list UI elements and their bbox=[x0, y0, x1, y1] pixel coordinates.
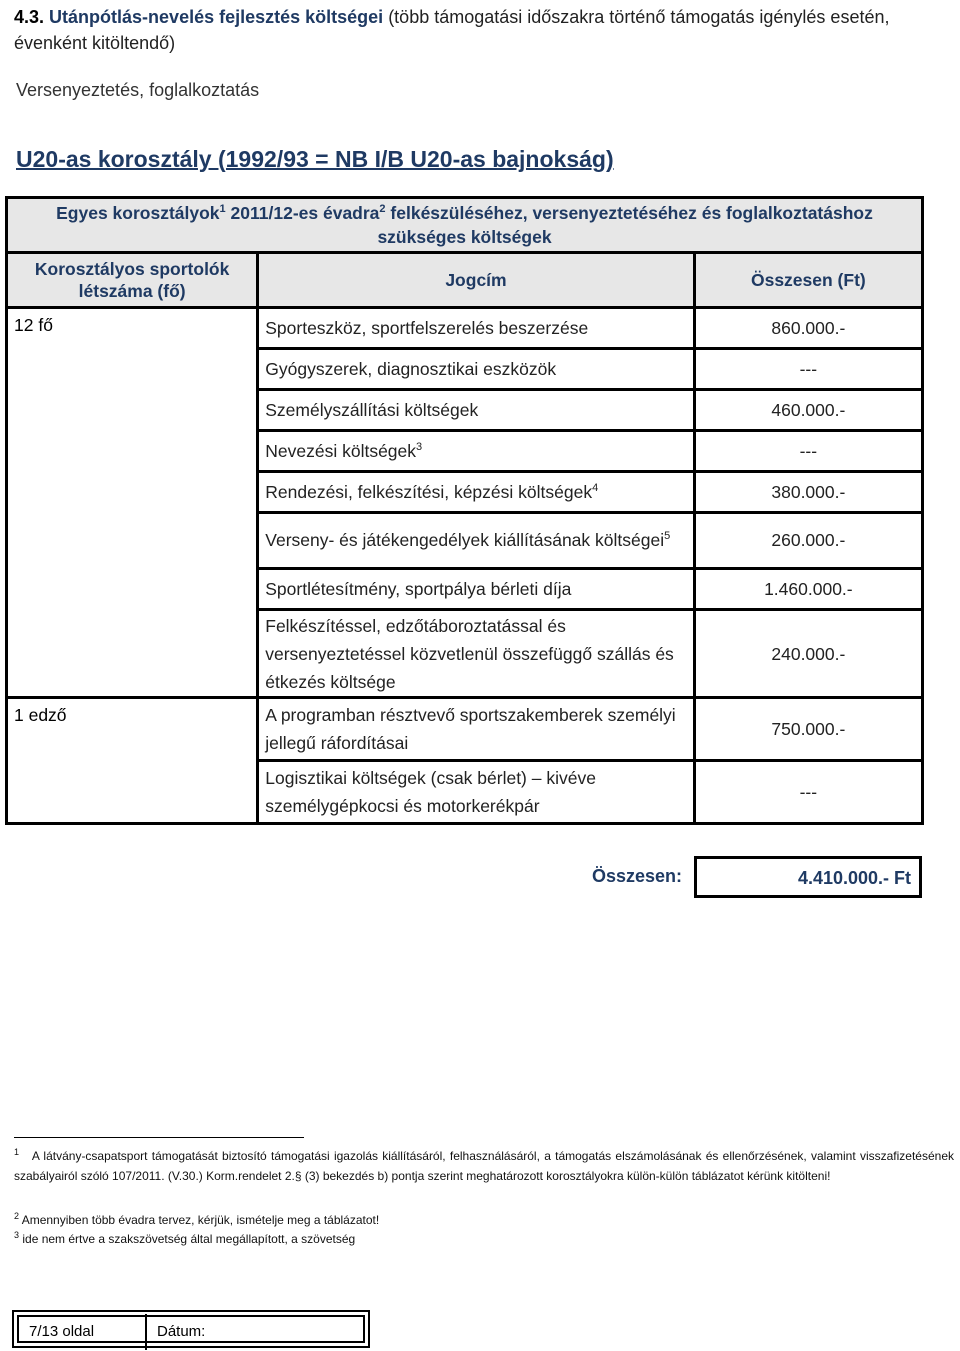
footnote-2: $^2$ Amennyiben több évadra tervez, kérjük, ismételje meg a táblázatot! bbox=[14, 1211, 380, 1227]
row-amount: 750.000.- bbox=[694, 698, 922, 761]
row-label: Sporteszköz, sportfelszerelés beszerzése bbox=[258, 308, 694, 349]
total-value: 4.410.000.- Ft bbox=[797, 868, 911, 888]
section-heading bbox=[14, 4, 954, 56]
row-amount: 1.460.000.- bbox=[694, 569, 922, 610]
row-label: Személyszállítási költségek bbox=[258, 390, 694, 431]
row-label: A programban résztvevő sportszakemberek személyi jellegű ráfordításai bbox=[258, 698, 694, 761]
row-amount: --- bbox=[694, 349, 922, 390]
group-athletes: 12 fő bbox=[7, 308, 258, 698]
row-label: Felkészítéssel, edzőtáboroztatással és versenyeztetéssel közvetlenül összefüggő szállás és étkezés költsége bbox=[258, 610, 694, 698]
table-row bbox=[7, 308, 923, 349]
footnote-1: $^1$ A látvány-csapatsport támogatását biztosító támogatási igazolás kiállításáról, felhasználásáról, a támogatás elszámolásának és ellenőrzésének, valamint visszafizetésének szabályairól szóló 107/2011. (V.30.) Korm.rendelet 2.§ (3) bekezdés b) pontja szerint meghatározott korosztályokra külön-külön táblázatot kérünk kitölteni! bbox=[14, 1147, 954, 1183]
subtitle: Versenyeztetés, foglalkoztatás bbox=[16, 80, 260, 100]
date-label: Dátum: bbox=[157, 1323, 206, 1340]
row-amount: --- bbox=[694, 431, 922, 472]
section-title-note: (több támogatási időszakra történő támogatás igénylés esetén, évenként kitöltendő) bbox=[14, 7, 890, 53]
row-amount: --- bbox=[694, 761, 922, 824]
total-box bbox=[694, 856, 922, 898]
row-amount: 380.000.- bbox=[694, 472, 922, 513]
table-row bbox=[7, 698, 923, 761]
cost-table bbox=[5, 196, 924, 825]
row-amount: 240.000.- bbox=[694, 610, 922, 698]
table-main-header: Egyes korosztályok$^1$ 2011/12-es évadra$^2$ felkészüléséhez, versenyeztetéséhez és foglalkoztatáshoz szükséges költségek bbox=[7, 198, 923, 253]
total-label: Összesen: bbox=[592, 866, 683, 886]
col-header-total: Összesen (Ft) bbox=[694, 253, 922, 308]
row-label: Rendezési, felkészítési, képzési költségek$^4$ bbox=[258, 472, 694, 513]
section-title: Utánpótlás-nevelés fejlesztés költségei bbox=[49, 7, 384, 27]
page-footer bbox=[12, 1310, 370, 1348]
section-number: 4.3. bbox=[14, 7, 45, 27]
row-label: Verseny- és játékengedélyek kiállításának költségei$^5$ bbox=[258, 513, 694, 569]
footnote-3: $^3$ ide nem értve a szakszövetség által megállapított, a szövetség bbox=[14, 1230, 356, 1246]
row-label: Logisztikai költségek (csak bérlet) – kivéve személygépkocsi és motorkerékpár bbox=[258, 761, 694, 824]
row-amount: 860.000.- bbox=[694, 308, 922, 349]
footer-divider bbox=[145, 1314, 147, 1350]
row-amount: 460.000.- bbox=[694, 390, 922, 431]
row-label: Sportlétesítmény, sportpálya bérleti díja bbox=[258, 569, 694, 610]
group-coach: 1 edző bbox=[7, 698, 258, 824]
page-number: 7/13 oldal bbox=[29, 1323, 95, 1340]
row-label: Nevezési költségek$^3$ bbox=[258, 431, 694, 472]
row-amount: 260.000.- bbox=[694, 513, 922, 569]
age-group-title: U20-as korosztály (1992/93 = NB I/B U20-as bajnokság) bbox=[16, 146, 614, 172]
row-label: Gyógyszerek, diagnosztikai eszközök bbox=[258, 349, 694, 390]
footnote-divider bbox=[14, 1137, 304, 1138]
col-header-athletes: Korosztályos sportolók létszáma (fő) bbox=[7, 253, 258, 308]
col-header-title: Jogcím bbox=[258, 253, 694, 308]
